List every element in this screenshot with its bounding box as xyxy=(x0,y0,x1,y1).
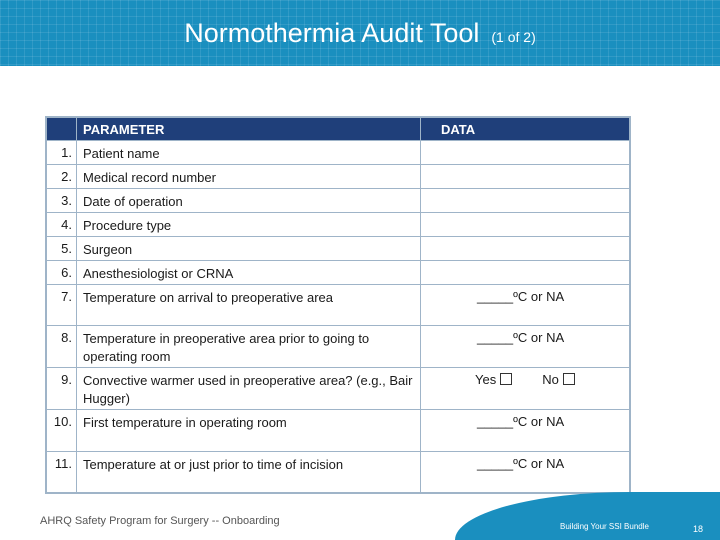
title-subtitle: (1 of 2) xyxy=(491,29,536,45)
slide-title xyxy=(0,18,720,49)
table-row xyxy=(47,213,630,237)
footer-program-name: AHRQ Safety Program for Surgery -- Onboarding xyxy=(40,515,280,527)
table-row xyxy=(47,368,630,410)
table-row xyxy=(47,189,630,213)
table-row xyxy=(47,165,630,189)
row-parameter: Temperature in preoperative area prior to going to operating room xyxy=(77,326,421,368)
data-cell[interactable] xyxy=(421,141,630,165)
row-number: 6. xyxy=(47,261,77,285)
table-row xyxy=(47,141,630,165)
temperature-blank: _____ºC or NA xyxy=(477,414,565,429)
data-cell[interactable] xyxy=(421,410,630,452)
table-row xyxy=(47,237,630,261)
no-checkbox[interactable] xyxy=(563,373,575,385)
row-number: 8. xyxy=(47,326,77,368)
row-parameter: Anesthesiologist or CRNA xyxy=(77,261,421,285)
row-parameter: Convective warmer used in preoperative area? (e.g., Bair Hugger) xyxy=(77,368,421,410)
row-number: 3. xyxy=(47,189,77,213)
row-parameter: First temperature in operating room xyxy=(77,410,421,452)
table-row xyxy=(47,410,630,452)
table-row xyxy=(47,326,630,368)
row-number: 11. xyxy=(47,452,77,493)
header-parameter: PARAMETER xyxy=(77,118,421,141)
data-cell[interactable] xyxy=(421,165,630,189)
data-cell[interactable] xyxy=(421,237,630,261)
yes-no-options xyxy=(475,372,575,387)
row-number: 2. xyxy=(47,165,77,189)
header-data: DATA xyxy=(421,118,630,141)
row-parameter: Temperature on arrival to preoperative area xyxy=(77,285,421,326)
row-number: 7. xyxy=(47,285,77,326)
row-parameter: Surgeon xyxy=(77,237,421,261)
data-cell[interactable] xyxy=(421,189,630,213)
data-cell[interactable] xyxy=(421,452,630,493)
no-label: No xyxy=(542,372,559,387)
data-cell xyxy=(421,368,630,410)
data-cell[interactable] xyxy=(421,285,630,326)
row-parameter: Temperature at or just prior to time of incision xyxy=(77,452,421,493)
data-cell[interactable] xyxy=(421,326,630,368)
temperature-blank: _____ºC or NA xyxy=(477,330,565,345)
table-row xyxy=(47,452,630,493)
audit-table xyxy=(45,116,631,494)
footer-module-name: Building Your SSI Bundle xyxy=(560,522,649,531)
row-number: 9. xyxy=(47,368,77,410)
row-parameter: Procedure type xyxy=(77,213,421,237)
row-number: 10. xyxy=(47,410,77,452)
table-row xyxy=(47,261,630,285)
row-number: 1. xyxy=(47,141,77,165)
table-row xyxy=(47,285,630,326)
yes-checkbox[interactable] xyxy=(500,373,512,385)
footer-wave xyxy=(455,492,720,540)
table-header-row xyxy=(47,118,630,141)
temperature-blank: _____ºC or NA xyxy=(477,456,565,471)
row-number: 4. xyxy=(47,213,77,237)
yes-label: Yes xyxy=(475,372,497,387)
row-parameter: Patient name xyxy=(77,141,421,165)
header-spacer xyxy=(47,118,77,141)
data-cell[interactable] xyxy=(421,261,630,285)
row-number: 5. xyxy=(47,237,77,261)
row-parameter: Medical record number xyxy=(77,165,421,189)
data-cell[interactable] xyxy=(421,213,630,237)
row-parameter: Date of operation xyxy=(77,189,421,213)
title-main: Normothermia Audit Tool xyxy=(184,18,480,48)
temperature-blank: _____ºC or NA xyxy=(477,289,565,304)
page-number: 18 xyxy=(693,524,704,534)
